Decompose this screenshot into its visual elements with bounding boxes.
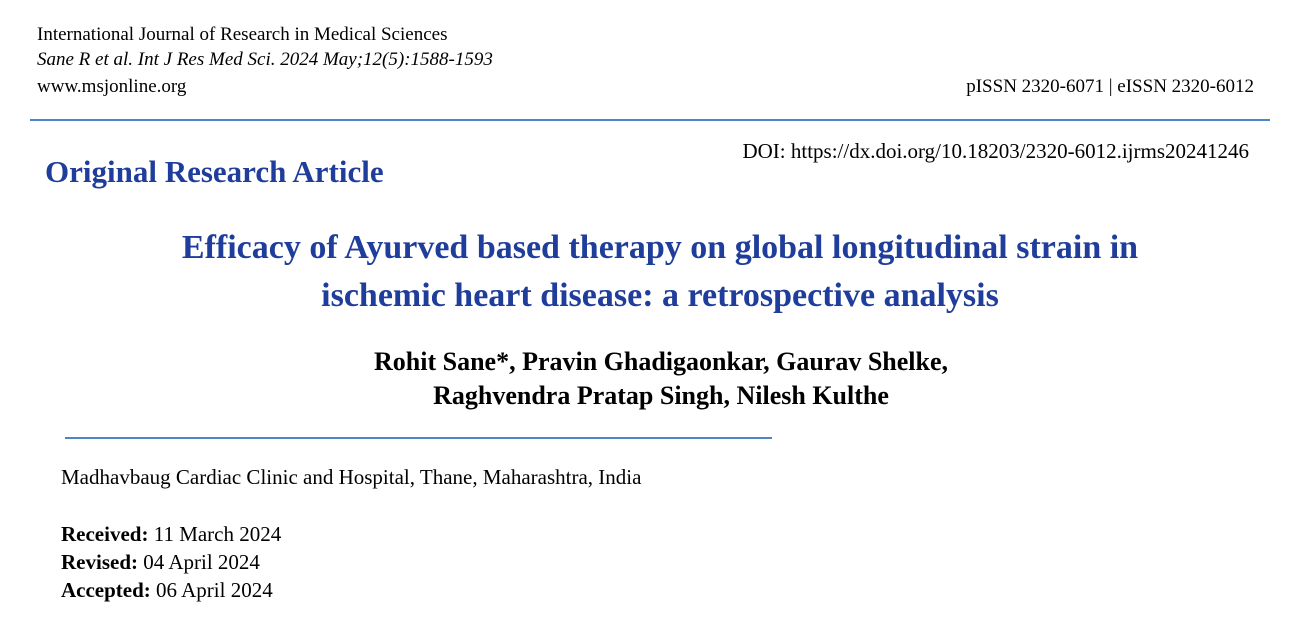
revised-date (61, 548, 281, 576)
received-value: 11 March 2024 (148, 522, 282, 546)
journal-website: www.msjonline.org (37, 76, 187, 97)
author-list (0, 345, 1304, 413)
affiliation-divider (65, 437, 772, 439)
article-title (30, 224, 1290, 320)
header-divider (30, 119, 1270, 121)
received-date (61, 520, 281, 548)
title-line-1: Efficacy of Ayurved based therapy on global longitudinal strain in (181, 229, 1139, 266)
revised-label: Revised: (61, 550, 138, 574)
citation: Sane R et al. Int J Res Med Sci. 2024 May;12(5):1588-1593 (37, 49, 493, 70)
authors-line-1: Rohit Sane*, Pravin Ghadigaonkar, Gaurav Shelke, (373, 347, 949, 376)
article-type-heading: Original Research Article (45, 154, 384, 189)
accepted-label: Accepted: (61, 578, 151, 602)
accepted-date (61, 576, 281, 604)
revised-value: 04 April 2024 (138, 550, 260, 574)
received-label: Received: (61, 522, 149, 546)
authors-line-2: Raghvendra Pratap Singh, Nilesh Kulthe (433, 381, 889, 410)
issn: pISSN 2320-6071 | eISSN 2320-6012 (966, 76, 1254, 97)
journal-name: International Journal of Research in Medical Sciences (37, 24, 448, 45)
title-line-2: ischemic heart disease: a retrospective analysis (321, 277, 999, 314)
article-dates (61, 520, 281, 604)
affiliation: Madhavbaug Cardiac Clinic and Hospital, Thane, Maharashtra, India (61, 465, 642, 489)
doi-link[interactable]: DOI: https://dx.doi.org/10.18203/2320-6012.ijrms20241246 (742, 139, 1249, 163)
accepted-value: 06 April 2024 (150, 578, 273, 602)
